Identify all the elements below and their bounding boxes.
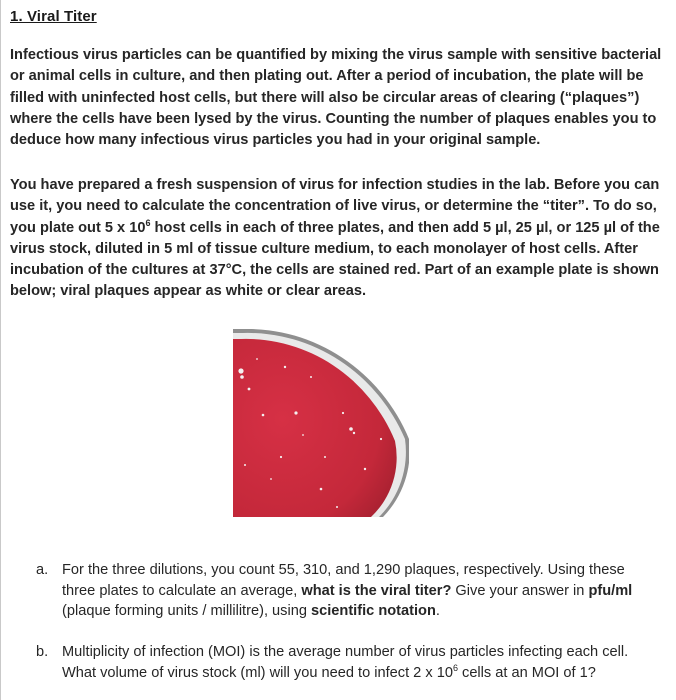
plaque <box>270 478 272 480</box>
question-b-exponent: 6 <box>452 662 458 673</box>
question-a <box>36 560 662 622</box>
plaque <box>336 506 338 508</box>
question-a-text-3: (plaque forming units / millilitre), using <box>62 603 311 619</box>
plaque <box>294 411 297 414</box>
question-b <box>36 642 662 683</box>
plaque <box>349 427 353 431</box>
question-a-text <box>62 560 662 622</box>
plaque <box>320 488 323 491</box>
plaque-plate-image <box>233 329 409 517</box>
plaque <box>284 366 286 368</box>
question-b-text-2: cells at an MOI of 1? <box>457 664 596 681</box>
question-a-emphasis-units: pfu/ml <box>588 582 633 599</box>
question-a-text-2: Give your answer in <box>451 582 589 599</box>
plaque <box>280 456 282 458</box>
question-a-marker: a. <box>36 562 49 578</box>
procedure-text-2: host cells in each of three plates, and then add 5 µl, 25 µl, or 125 µl of the virus stock, diluted in 5 ml of tissue culture medium, to each monolayer of host cells. After incubation of the cultures at 37°C, the cells are stained red. Part of an example plate is shown below; viral plaques appear as white or clear areas. <box>10 219 660 300</box>
page-left-border <box>0 0 1 700</box>
plaque <box>380 438 382 440</box>
plate-cell-layer <box>233 339 397 517</box>
plaque <box>256 358 258 360</box>
question-b-text-1: Multiplicity of infection (MOI) is the average number of virus particles infecting each cell. What volume of virus stock (ml) will you need to infect 2 x 10 <box>62 644 629 681</box>
plaque <box>324 456 326 458</box>
plaque <box>302 434 304 436</box>
procedure-paragraph <box>10 175 664 303</box>
procedure-text-1: You have prepared a fresh suspension of virus for infection studies in the lab. Before you can use it, you need to calculate the concentration of live virus, or determine the “titer”. To do so, you plate out 5 x 10 <box>10 177 660 236</box>
question-b-marker: b. <box>36 644 49 660</box>
question-b-text <box>62 642 662 683</box>
plaque <box>248 388 251 391</box>
question-a-emphasis-titer: what is the viral titer? <box>301 582 452 599</box>
plaque <box>240 375 244 379</box>
plaque <box>364 468 366 470</box>
question-a-text-1: For the three dilutions, you count 55, 310, and 1,290 plaques, respectively. Using these three plates to calculate an average, <box>62 562 625 599</box>
exponent-1: 6 <box>145 217 151 228</box>
plaque <box>342 412 344 414</box>
intro-paragraph: Infectious virus particles can be quantified by mixing the virus sample with sensitive bacterial or animal cells in culture, and then plating out. After a period of incubation, the plate will be filled with uninfected host cells, but there will also be circular areas of clearing (“plaques”) where the cells have been lysed by the virus. Counting the number of plaques enables you to deduce how many infectious virus particles you had in your original sample. <box>10 47 662 149</box>
question-a-emphasis-notation: scientific notation <box>311 603 436 619</box>
question-a-text-4: . <box>435 603 440 619</box>
section-title: 1. Viral Titer <box>10 8 97 25</box>
plaque <box>310 376 312 378</box>
plaque <box>353 432 355 434</box>
plaque <box>262 414 265 417</box>
plaque <box>238 368 243 373</box>
plaque <box>244 464 246 466</box>
